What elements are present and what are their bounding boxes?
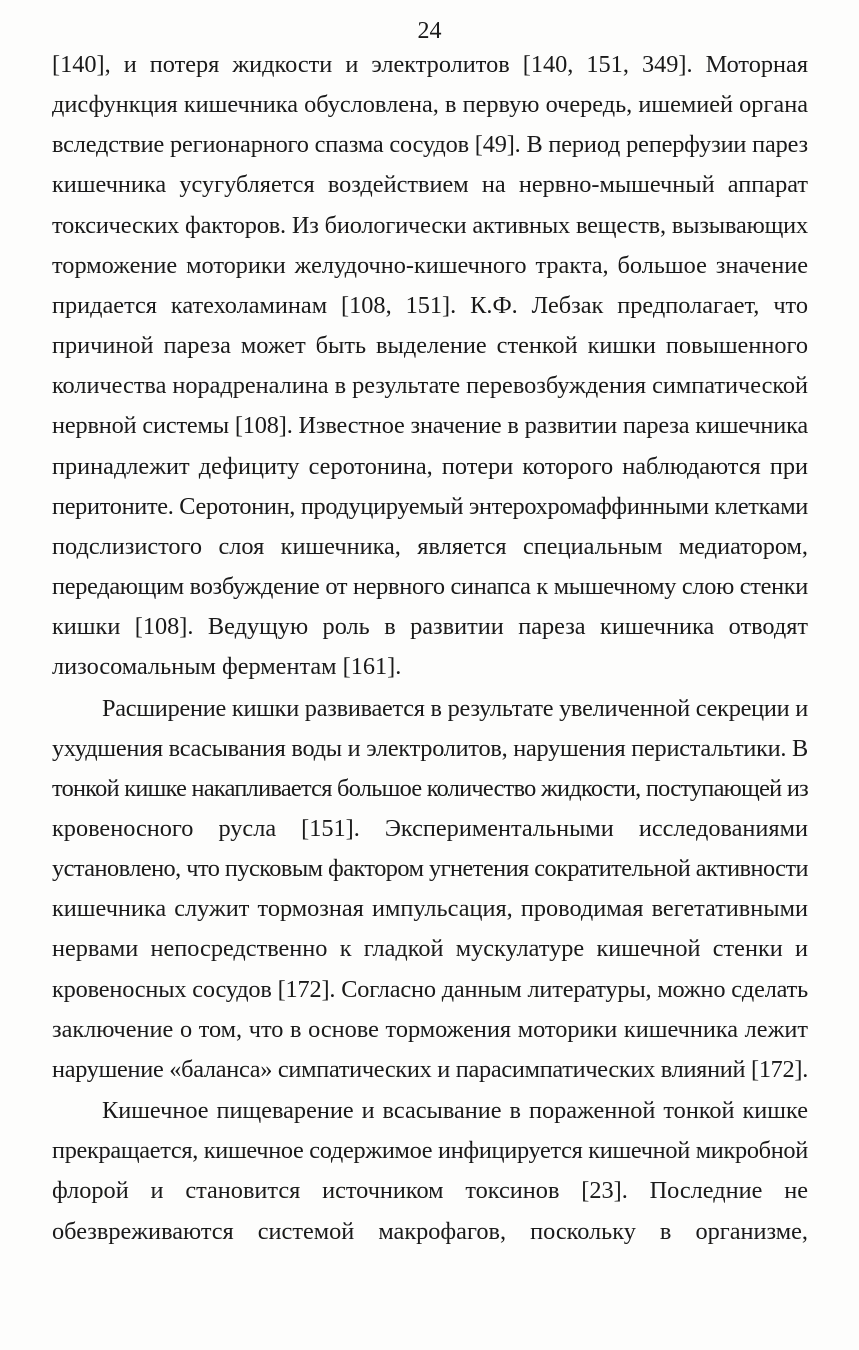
text-line: токсических факторов. Из биологически активных веществ, вызывающих — [52, 211, 809, 239]
paragraph-2 — [52, 689, 808, 1091]
text-line: кровеносного русла [151]. Экспериментальными исследованиями — [52, 814, 808, 842]
text-line: кишечника усугубляется воздействием на нервно-мышечный аппарат — [52, 171, 808, 199]
text-line: обезвреживаются системой макрофагов, поскольку в организме, — [52, 1217, 808, 1245]
page-number: 24 — [417, 18, 442, 44]
text-line: нарушение «баланса» симпатических и парасимпатических влияний [172]. — [52, 1055, 809, 1083]
text-line: лизосомальным ферментам [161]. — [52, 653, 402, 681]
paragraph-1 — [52, 45, 808, 688]
text-line: флорой и становится источником токсинов [23]. Последние не — [52, 1177, 808, 1205]
text-line: кровеносных сосудов [172]. Согласно данным литературы, можно сделать — [52, 975, 809, 1003]
text-line: придается катехоламинам [108, 151]. К.Ф. Лебзак предполагает, что — [52, 291, 808, 319]
text-line: принадлежит дефициту серотонина, потери которого наблюдаются при — [52, 452, 808, 480]
text-line: прекращается, кишечное содержимое инфицируется кишечной микробной — [52, 1137, 808, 1165]
text-line: нервной системы [108]. Известное значение в развитии пареза кишечника — [52, 412, 808, 440]
text-line: Расширение кишки развивается в результате увеличенной секреции и — [102, 694, 808, 722]
text-line: тонкой кишке накапливается большое количество жидкости, поступающей из — [52, 774, 808, 802]
text-line: дисфункция кишечника обусловлена, в первую очередь, ишемией органа — [52, 91, 808, 119]
text-line: [140], и потеря жидкости и электролитов [140, 151, 349]. Моторная — [52, 51, 808, 78]
text-line: Кишечное пищеварение и всасывание в пораженной тонкой кишке — [102, 1097, 808, 1125]
text-line: количества норадреналина в результате перевозбуждения симпатической — [52, 372, 809, 400]
text-line: передающим возбуждение от нервного синапса к мышечному слою стенки — [52, 573, 809, 601]
text-line: заключение о том, что в основе торможения моторики кишечника лежит — [52, 1015, 808, 1043]
text-line: торможение моторики желудочно-кишечного тракта, большое значение — [52, 251, 808, 279]
body-text — [52, 45, 808, 1252]
text-line: установлено, что пусковым фактором угнетения сократительной активности — [52, 855, 809, 883]
text-line: кишки [108]. Ведущую роль в развитии пареза кишечника отводят — [52, 613, 808, 641]
text-line: подслизистого слоя кишечника, является специальным медиатором, — [52, 532, 808, 560]
text-line: вследствие регионарного спазма сосудов [49]. В период реперфузии парез — [52, 131, 808, 159]
text-line: нервами непосредственно к гладкой мускулатуре кишечной стенки и — [52, 935, 808, 963]
text-line: ухудшения всасывания воды и электролитов, нарушения перистальтики. В — [52, 734, 808, 762]
text-line: кишечника служит тормозная импульсация, проводимая вегетативными — [52, 895, 808, 923]
text-line: перитоните. Серотонин, продуцируемый энтерохромаффинными клетками — [52, 492, 809, 520]
paragraph-3 — [52, 1091, 808, 1252]
text-line: причиной пареза может быть выделение стенкой кишки повышенного — [52, 332, 808, 360]
